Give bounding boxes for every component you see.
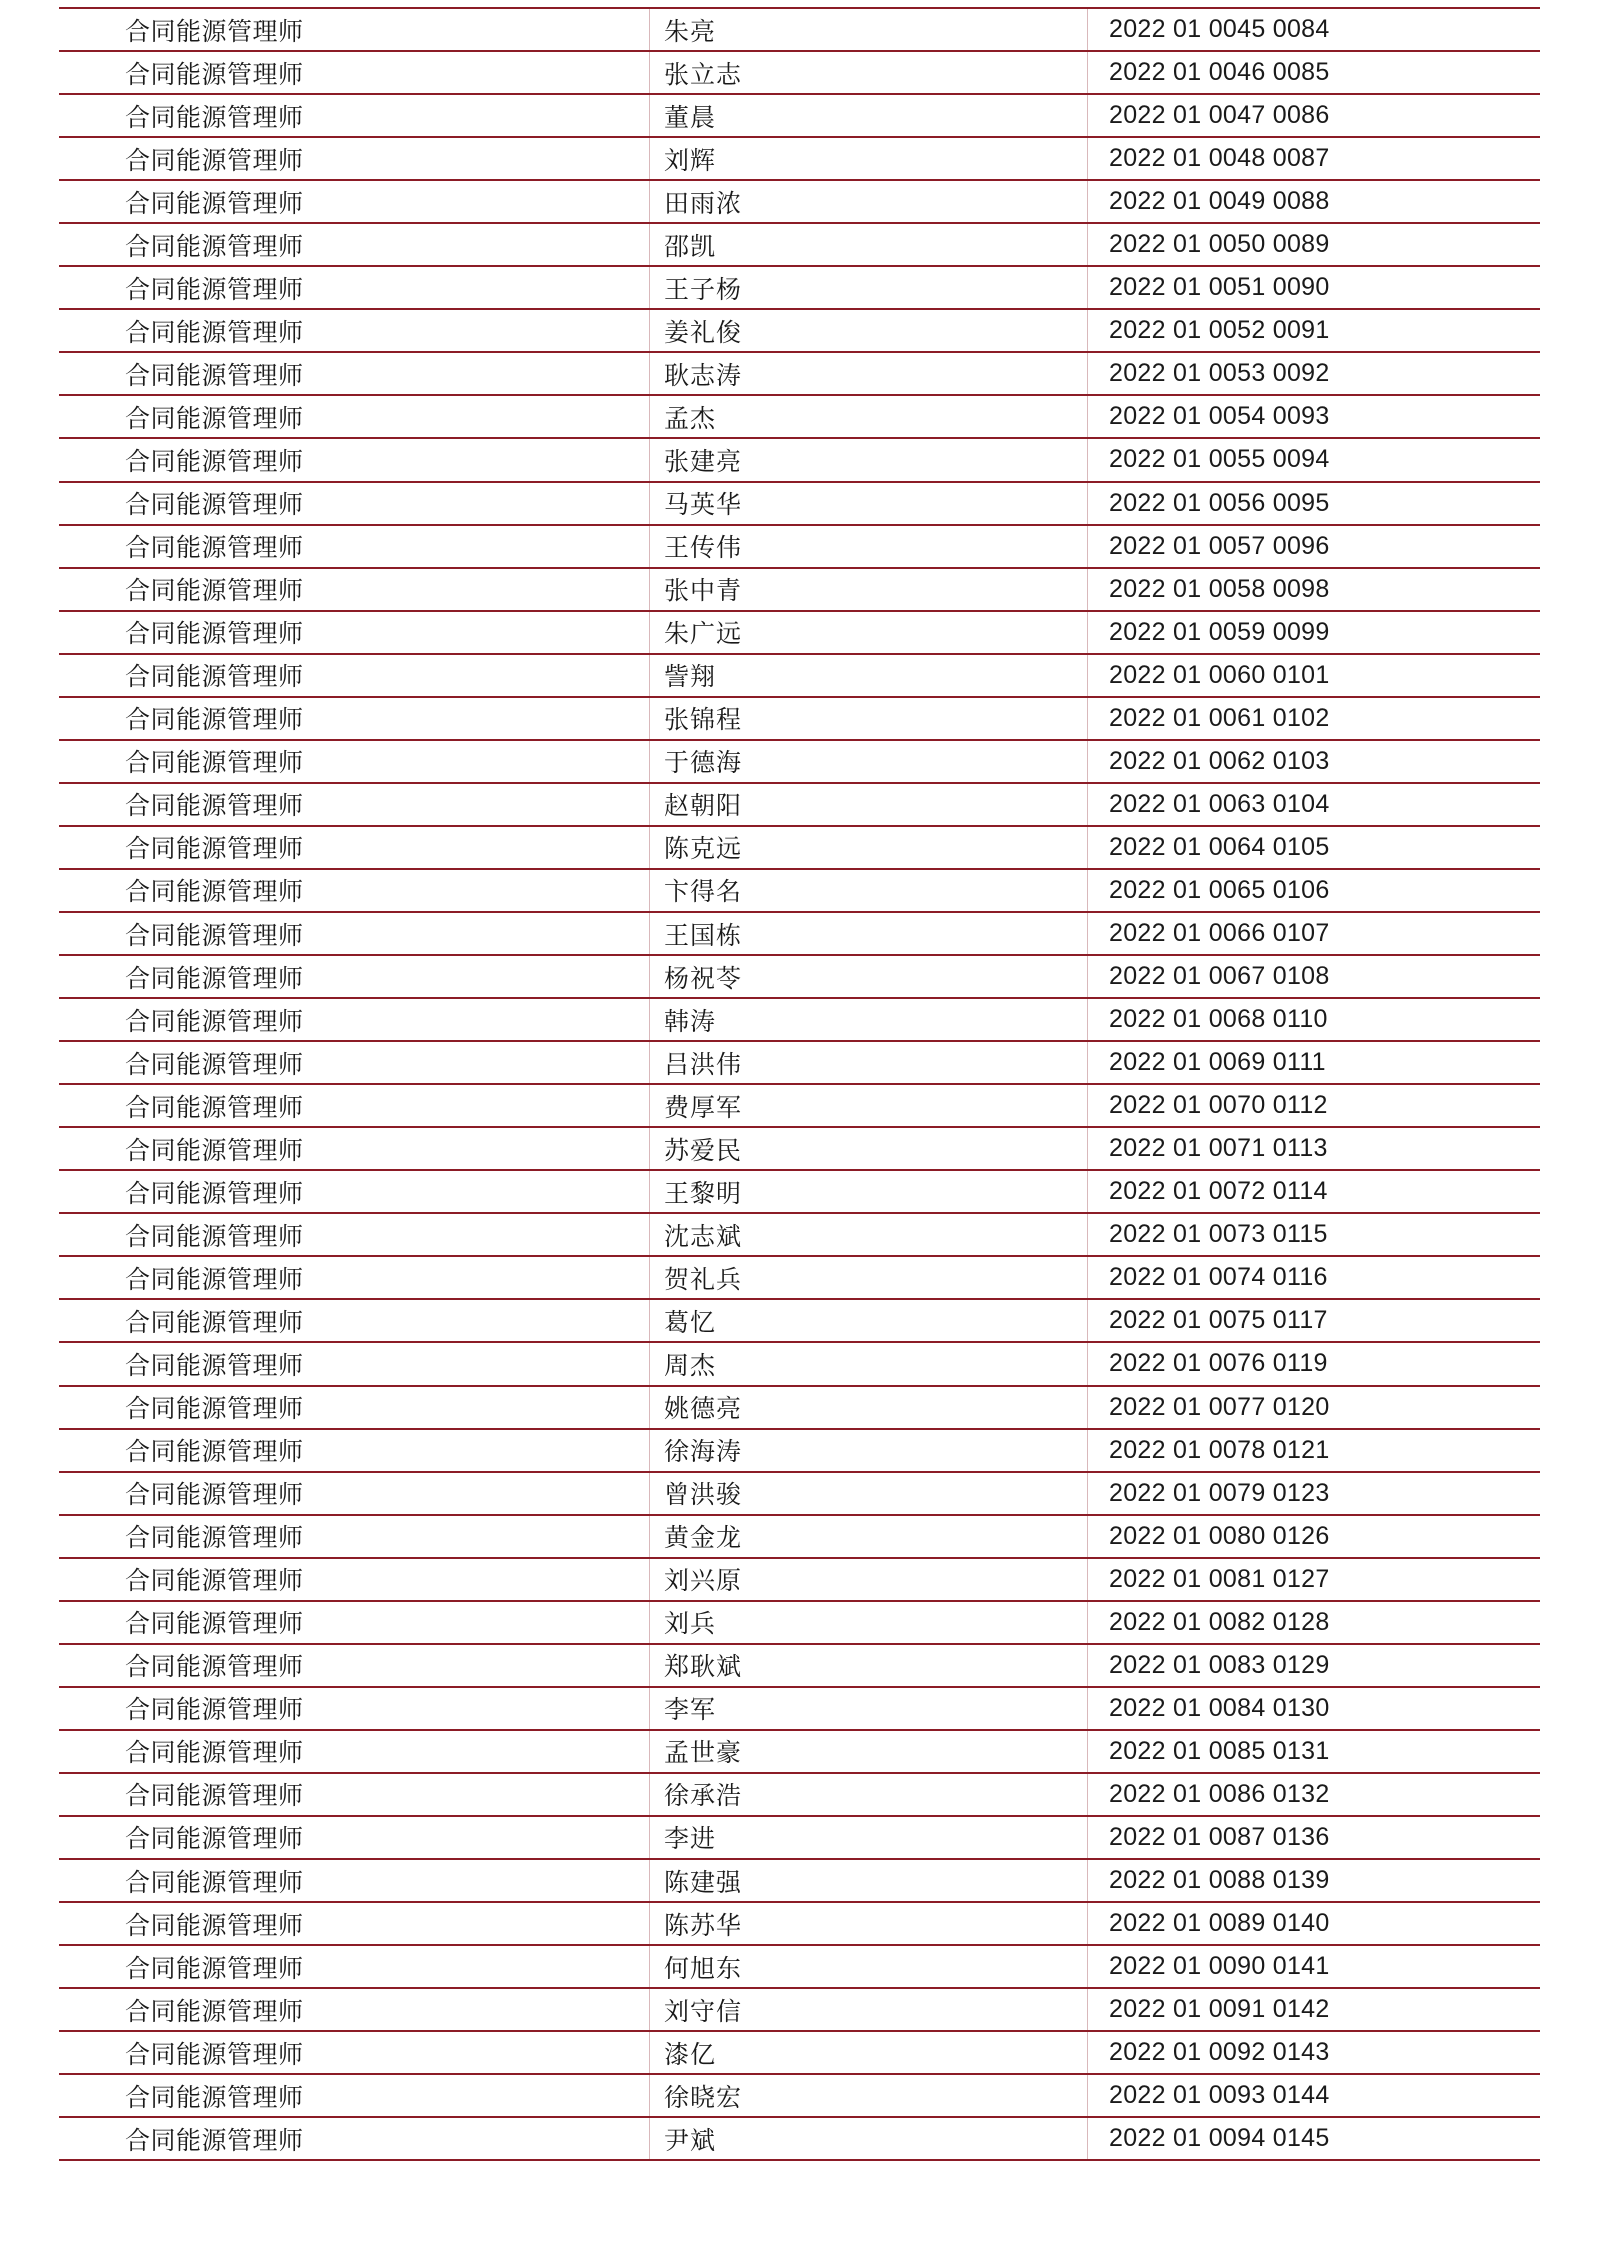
- certificate-number-cell: 2022 01 0081 0127: [1109, 1564, 1330, 1593]
- name-cell: 张中青: [664, 576, 743, 606]
- table-row: [59, 138, 1540, 181]
- name-cell: 沈志斌: [664, 1221, 743, 1251]
- certificate-number-cell: 2022 01 0093 0144: [1109, 2081, 1330, 2110]
- qualification-cell: 合同能源管理师: [125, 963, 304, 993]
- certificate-number-cell: 2022 01 0063 0104: [1109, 789, 1330, 818]
- name-cell: 于德海: [664, 748, 743, 778]
- certificate-number-cell: 2022 01 0058 0098: [1109, 574, 1330, 603]
- name-cell: 赵朝阳: [664, 791, 743, 821]
- certificate-number-cell: 2022 01 0045 0084: [1109, 15, 1330, 44]
- name-cell: 贺礼兵: [664, 1264, 743, 1294]
- name-cell: 张立志: [664, 59, 743, 89]
- table-row: [59, 483, 1540, 526]
- name-cell: 刘兴原: [664, 1566, 743, 1596]
- certificate-number-cell: 2022 01 0064 0105: [1109, 832, 1330, 861]
- qualification-cell: 合同能源管理师: [125, 360, 304, 390]
- certificate-number-cell: 2022 01 0070 0112: [1109, 1091, 1328, 1120]
- table-row: [59, 1516, 1540, 1559]
- qualification-cell: 合同能源管理师: [125, 102, 304, 132]
- name-cell: 孟杰: [664, 403, 717, 433]
- qualification-cell: 合同能源管理师: [125, 1135, 304, 1165]
- name-cell: 卞得名: [664, 877, 743, 907]
- table-row: [59, 612, 1540, 655]
- qualification-cell: 合同能源管理师: [125, 1996, 304, 2026]
- table-row: [59, 1946, 1540, 1989]
- certificate-number-cell: 2022 01 0092 0143: [1109, 2038, 1330, 2067]
- qualification-cell: 合同能源管理师: [125, 490, 304, 520]
- name-cell: 刘守信: [664, 1996, 743, 2026]
- name-cell: 苏爱民: [664, 1135, 743, 1165]
- table-row: [59, 913, 1540, 956]
- qualification-cell: 合同能源管理师: [125, 1049, 304, 1079]
- qualification-cell: 合同能源管理师: [125, 662, 304, 692]
- certificate-number-cell: 2022 01 0083 0129: [1109, 1650, 1330, 1679]
- name-cell: 漆亿: [664, 2039, 717, 2069]
- name-cell: 李军: [664, 1695, 717, 1725]
- table-row: [59, 1257, 1540, 1300]
- certificate-number-cell: 2022 01 0068 0110: [1109, 1005, 1328, 1034]
- certificate-number-cell: 2022 01 0061 0102: [1109, 703, 1330, 732]
- name-cell: 朱亮: [664, 16, 717, 46]
- table-row: [59, 741, 1540, 784]
- table-row: [59, 2118, 1540, 2161]
- name-cell: 王传伟: [664, 533, 743, 563]
- name-cell: 王子杨: [664, 274, 743, 304]
- qualification-cell: 合同能源管理师: [125, 920, 304, 950]
- name-cell: 马英华: [664, 490, 743, 520]
- qualification-cell: 合同能源管理师: [125, 1867, 304, 1897]
- qualification-cell: 合同能源管理师: [125, 1006, 304, 1036]
- name-cell: 杨祝苓: [664, 963, 743, 993]
- qualification-cell: 合同能源管理师: [125, 59, 304, 89]
- qualification-cell: 合同能源管理师: [125, 1307, 304, 1337]
- table-row: [59, 1817, 1540, 1860]
- name-cell: 邵凯: [664, 231, 717, 261]
- qualification-cell: 合同能源管理师: [125, 1609, 304, 1639]
- table-row: [59, 655, 1540, 698]
- name-cell: 周杰: [664, 1350, 717, 1380]
- certificate-number-cell: 2022 01 0082 0128: [1109, 1607, 1330, 1636]
- certificate-table: [59, 7, 1540, 2161]
- name-cell: 徐海涛: [664, 1437, 743, 1467]
- table-row: [59, 267, 1540, 310]
- table-row: [59, 224, 1540, 267]
- certificate-number-cell: 2022 01 0054 0093: [1109, 402, 1330, 431]
- certificate-number-cell: 2022 01 0088 0139: [1109, 1866, 1330, 1895]
- qualification-cell: 合同能源管理师: [125, 576, 304, 606]
- name-cell: 黄金龙: [664, 1523, 743, 1553]
- qualification-cell: 合同能源管理师: [125, 2039, 304, 2069]
- name-cell: 陈建强: [664, 1867, 743, 1897]
- table-row: [59, 181, 1540, 224]
- name-cell: 葛忆: [664, 1307, 717, 1337]
- qualification-cell: 合同能源管理师: [125, 403, 304, 433]
- qualification-cell: 合同能源管理师: [125, 1953, 304, 1983]
- table-row: [59, 784, 1540, 827]
- table-row: [59, 1214, 1540, 1257]
- qualification-cell: 合同能源管理师: [125, 705, 304, 735]
- qualification-cell: 合同能源管理师: [125, 1221, 304, 1251]
- certificate-number-cell: 2022 01 0052 0091: [1109, 316, 1330, 345]
- table-row: [59, 569, 1540, 612]
- qualification-cell: 合同能源管理师: [125, 834, 304, 864]
- name-cell: 费厚军: [664, 1092, 743, 1122]
- certificate-number-cell: 2022 01 0055 0094: [1109, 445, 1330, 474]
- name-cell: 王黎明: [664, 1178, 743, 1208]
- qualification-cell: 合同能源管理师: [125, 317, 304, 347]
- table-row: [59, 1171, 1540, 1214]
- table-row: [59, 52, 1540, 95]
- qualification-cell: 合同能源管理师: [125, 446, 304, 476]
- qualification-cell: 合同能源管理师: [125, 1178, 304, 1208]
- table-row: [59, 698, 1540, 741]
- certificate-number-cell: 2022 01 0072 0114: [1109, 1177, 1328, 1206]
- certificate-number-cell: 2022 01 0077 0120: [1109, 1392, 1330, 1421]
- table-row: [59, 1645, 1540, 1688]
- certificate-number-cell: 2022 01 0067 0108: [1109, 962, 1330, 991]
- certificate-number-cell: 2022 01 0069 0111: [1109, 1048, 1326, 1077]
- qualification-cell: 合同能源管理师: [125, 1350, 304, 1380]
- name-cell: 王国栋: [664, 920, 743, 950]
- qualification-cell: 合同能源管理师: [125, 2082, 304, 2112]
- qualification-cell: 合同能源管理师: [125, 1738, 304, 1768]
- table-row: [59, 1602, 1540, 1645]
- name-cell: 耿志涛: [664, 360, 743, 390]
- table-row: [59, 956, 1540, 999]
- certificate-number-cell: 2022 01 0050 0089: [1109, 230, 1330, 259]
- table-row: [59, 310, 1540, 353]
- qualification-cell: 合同能源管理师: [125, 748, 304, 778]
- qualification-cell: 合同能源管理师: [125, 1824, 304, 1854]
- name-cell: 张锦程: [664, 705, 743, 735]
- name-cell: 何旭东: [664, 1953, 743, 1983]
- qualification-cell: 合同能源管理师: [125, 1264, 304, 1294]
- qualification-cell: 合同能源管理师: [125, 188, 304, 218]
- qualification-cell: 合同能源管理师: [125, 1092, 304, 1122]
- certificate-number-cell: 2022 01 0046 0085: [1109, 58, 1330, 87]
- qualification-cell: 合同能源管理师: [125, 619, 304, 649]
- name-cell: 姚德亮: [664, 1394, 743, 1424]
- certificate-number-cell: 2022 01 0091 0142: [1109, 1995, 1330, 2024]
- table-row: [59, 827, 1540, 870]
- name-cell: 韩涛: [664, 1006, 717, 1036]
- name-cell: 刘兵: [664, 1609, 717, 1639]
- certificate-number-cell: 2022 01 0049 0088: [1109, 187, 1330, 216]
- name-cell: 尹斌: [664, 2125, 717, 2155]
- table-row: [59, 2075, 1540, 2118]
- name-cell: 曾洪骏: [664, 1480, 743, 1510]
- table-row: [59, 999, 1540, 1042]
- table-row: [59, 1860, 1540, 1903]
- certificate-number-cell: 2022 01 0086 0132: [1109, 1779, 1330, 1808]
- table-row: [59, 526, 1540, 569]
- certificate-number-cell: 2022 01 0057 0096: [1109, 531, 1330, 560]
- qualification-cell: 合同能源管理师: [125, 533, 304, 563]
- certificate-number-cell: 2022 01 0079 0123: [1109, 1478, 1330, 1507]
- name-cell: 姜礼俊: [664, 317, 743, 347]
- name-cell: 郑耿斌: [664, 1652, 743, 1682]
- name-cell: 吕洪伟: [664, 1049, 743, 1079]
- qualification-cell: 合同能源管理师: [125, 2125, 304, 2155]
- name-cell: 孟世豪: [664, 1738, 743, 1768]
- qualification-cell: 合同能源管理师: [125, 16, 304, 46]
- qualification-cell: 合同能源管理师: [125, 274, 304, 304]
- qualification-cell: 合同能源管理师: [125, 1523, 304, 1553]
- name-cell: 刘辉: [664, 145, 717, 175]
- name-cell: 朱广远: [664, 619, 743, 649]
- certificate-number-cell: 2022 01 0060 0101: [1109, 660, 1330, 689]
- table-row: [59, 1128, 1540, 1171]
- table-row: [59, 1989, 1540, 2032]
- name-cell: 徐承浩: [664, 1781, 743, 1811]
- table-row: [59, 1731, 1540, 1774]
- name-cell: 李进: [664, 1824, 717, 1854]
- table-row: [59, 1903, 1540, 1946]
- table-row: [59, 353, 1540, 396]
- qualification-cell: 合同能源管理师: [125, 1394, 304, 1424]
- certificate-number-cell: 2022 01 0065 0106: [1109, 875, 1330, 904]
- table-row: [59, 1042, 1540, 1085]
- table-row: [59, 2032, 1540, 2075]
- table-row: [59, 1559, 1540, 1602]
- table-row: [59, 1387, 1540, 1430]
- certificate-number-cell: 2022 01 0087 0136: [1109, 1822, 1330, 1851]
- name-cell: 田雨浓: [664, 188, 743, 218]
- qualification-cell: 合同能源管理师: [125, 877, 304, 907]
- table-row: [59, 1085, 1540, 1128]
- certificate-number-cell: 2022 01 0090 0141: [1109, 1952, 1330, 1981]
- table-row: [59, 1343, 1540, 1386]
- certificate-number-cell: 2022 01 0071 0113: [1109, 1134, 1328, 1163]
- table-row: [59, 1688, 1540, 1731]
- table-row: [59, 1430, 1540, 1473]
- certificate-number-cell: 2022 01 0053 0092: [1109, 359, 1330, 388]
- certificate-number-cell: 2022 01 0075 0117: [1109, 1306, 1328, 1335]
- certificate-number-cell: 2022 01 0074 0116: [1109, 1263, 1328, 1292]
- table-row: [59, 1300, 1540, 1343]
- certificate-number-cell: 2022 01 0084 0130: [1109, 1693, 1330, 1722]
- name-cell: 訾翔: [664, 662, 717, 692]
- certificate-number-cell: 2022 01 0073 0115: [1109, 1220, 1328, 1249]
- qualification-cell: 合同能源管理师: [125, 145, 304, 175]
- name-cell: 董晨: [664, 102, 717, 132]
- name-cell: 张建亮: [664, 446, 743, 476]
- certificate-number-cell: 2022 01 0056 0095: [1109, 488, 1330, 517]
- qualification-cell: 合同能源管理师: [125, 1695, 304, 1725]
- name-cell: 陈苏华: [664, 1910, 743, 1940]
- certificate-number-cell: 2022 01 0076 0119: [1109, 1349, 1328, 1378]
- qualification-cell: 合同能源管理师: [125, 1781, 304, 1811]
- certificate-number-cell: 2022 01 0047 0086: [1109, 101, 1330, 130]
- table-row: [59, 9, 1540, 52]
- qualification-cell: 合同能源管理师: [125, 231, 304, 261]
- table-row: [59, 1774, 1540, 1817]
- certificate-number-cell: 2022 01 0085 0131: [1109, 1736, 1330, 1765]
- table-row: [59, 870, 1540, 913]
- certificate-number-cell: 2022 01 0094 0145: [1109, 2124, 1330, 2153]
- certificate-number-cell: 2022 01 0062 0103: [1109, 746, 1330, 775]
- table-row: [59, 1473, 1540, 1516]
- certificate-number-cell: 2022 01 0048 0087: [1109, 144, 1330, 173]
- certificate-number-cell: 2022 01 0051 0090: [1109, 273, 1330, 302]
- table-row: [59, 439, 1540, 482]
- qualification-cell: 合同能源管理师: [125, 1652, 304, 1682]
- certificate-number-cell: 2022 01 0078 0121: [1109, 1435, 1330, 1464]
- table-row: [59, 396, 1540, 439]
- name-cell: 徐晓宏: [664, 2082, 743, 2112]
- qualification-cell: 合同能源管理师: [125, 1910, 304, 1940]
- certificate-number-cell: 2022 01 0066 0107: [1109, 919, 1330, 947]
- qualification-cell: 合同能源管理师: [125, 791, 304, 821]
- qualification-cell: 合同能源管理师: [125, 1437, 304, 1467]
- name-cell: 陈克远: [664, 834, 743, 864]
- table-row: [59, 95, 1540, 138]
- qualification-cell: 合同能源管理师: [125, 1566, 304, 1596]
- certificate-number-cell: 2022 01 0059 0099: [1109, 617, 1330, 646]
- qualification-cell: 合同能源管理师: [125, 1480, 304, 1510]
- certificate-number-cell: 2022 01 0089 0140: [1109, 1909, 1330, 1938]
- certificate-number-cell: 2022 01 0080 0126: [1109, 1521, 1330, 1550]
